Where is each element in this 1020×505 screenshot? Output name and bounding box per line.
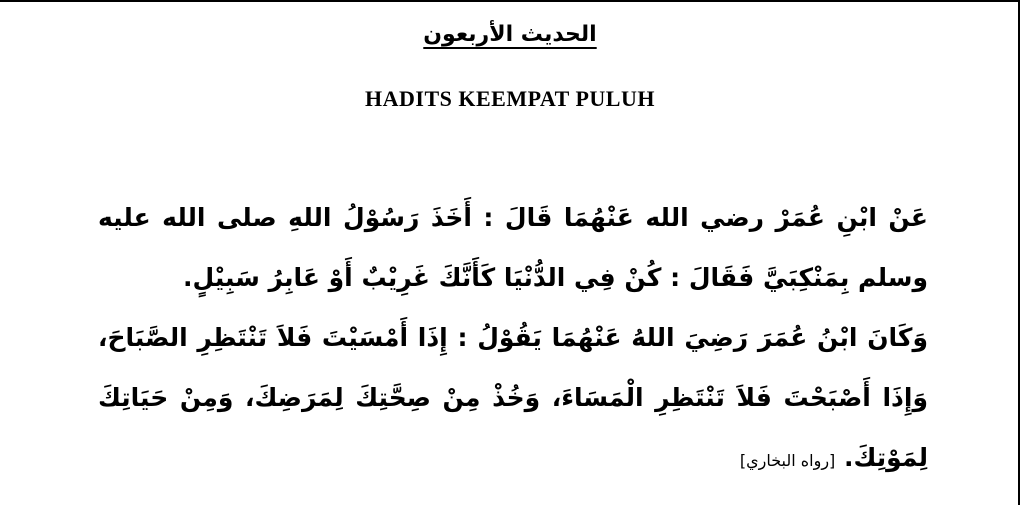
hadith-paragraph-2-text: وَكَانَ ابْنُ عُمَرَ رَضِيَ اللهُ عَنْهُمَا يَقُوْلُ : إِذَا أَمْسَيْتَ فَلاَ تَنْتَظِرِ الصَّبَاحَ، وَإِذَا أَصْبَحْتَ فَلاَ تَنْتَظِرِ الْمَسَاءَ، وَخُذْ مِنْ صِحَّتِكَ لِمَرَضِكَ، وَمِنْ حَيَاتِكَ لِمَوْتِكَ. bbox=[98, 323, 928, 472]
arabic-title-text: الحديث الأربعون bbox=[423, 22, 597, 47]
latin-title: HADITS KEEMPAT PULUH bbox=[365, 86, 655, 111]
top-border-line bbox=[0, 0, 1020, 2]
hadith-source: [رواه البخاري] bbox=[739, 451, 836, 470]
hadith-paragraph-1: عَنْ ابْنِ عُمَرْ رضي الله عَنْهُمَا قَالَ : أَخَذَ رَسُوْلُ اللهِ صلى الله عليه وسلم بِمَنْكِبَيَّ فَقَالَ : كُنْ فِي الدُّنْيَا كَأَنَّكَ غَرِيْبٌ أَوْ عَابِرُ سَبِيْلٍ. bbox=[98, 203, 928, 292]
arabic-title bbox=[0, 18, 1020, 52]
hadith-paragraph-2 bbox=[98, 308, 928, 491]
hadith-text bbox=[98, 188, 928, 491]
